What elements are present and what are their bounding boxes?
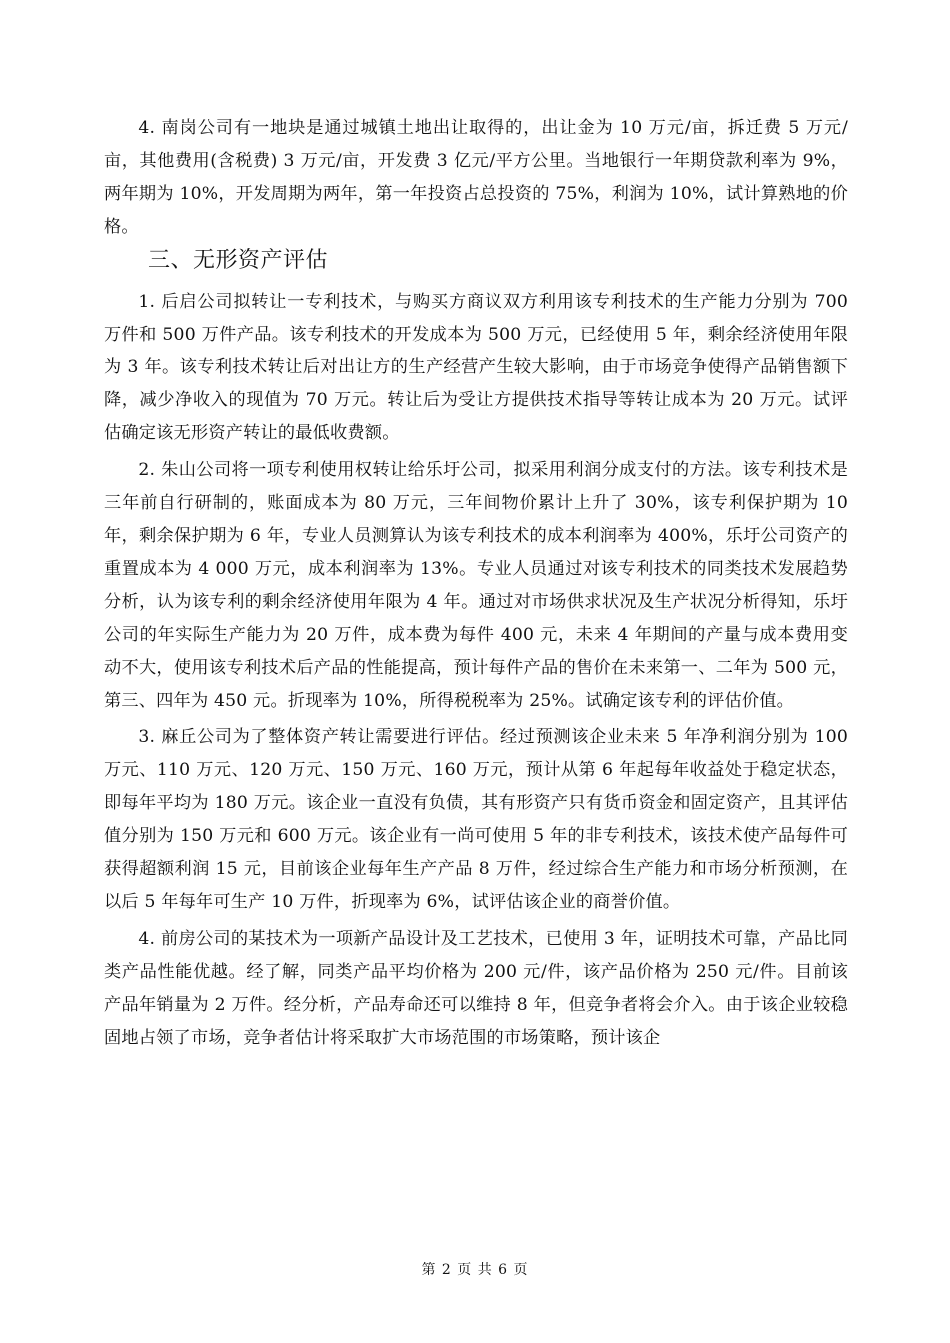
page-footer: 第 2 页 共 6 页 <box>421 1262 529 1278</box>
paragraph-land-valuation-q4: 4. 南岗公司有一地块是通过城镇土地出让取得的，出让金为 10 万元/亩，拆迁费 5 万元/亩，其他费用(含税费) 3 万元/亩，开发费 3 亿元/平方公里。当地银行一年期贷款利率为 9%，两年期为 10%，开发周期为两年，第一年投资占总投资的 75%，利润为 10%，试计算熟地的价格。 <box>104 118 848 237</box>
paragraph-intangible-q2: 2. 朱山公司将一项专利使用权转让给乐圩公司，拟采用利润分成支付的方法。该专利技术是三年前自行研制的，账面成本为 80 万元，三年间物价累计上升了 30%，该专利保护期为 10 年，剩余保护期为 6 年，专业人员测算认为该专利技术的成本利润率为 400%，乐圩公司资产的重置成本为 4 000 万元，成本利润率为 13%。专业人员通过对该专利技术的同类技术发展趋势分析，认为该专利的剩余经济使用年限为 4 年。通过对市场供求状况及生产状况分析得知，乐圩公司的年实际生产能力为 20 万件，成本费为每件 400 元，未来 4 年期间的产量与成本费用变动不大，使用该专利技术后产品的性能提高，预计每件产品的售价在未来第一、二年为 500 元，第三、四年为 450 元。折现率为 10%，所得税税率为 25%。试确定该专利的评估价值。 <box>104 460 848 711</box>
paragraph-intangible-q3: 3. 麻丘公司为了整体资产转让需要进行评估。经过预测该企业未来 5 年净利润分别为 100 万元、110 万元、120 万元、150 万元、160 万元，预计从第 6 年起每年收益处于稳定状态，即每年平均为 180 万元。该企业一直没有负债，其有形资产只有货币资金和固定资产，且其评估值分别为 150 万元和 600 万元。该企业有一尚可使用 5 年的非专利技术，该技术使产品每件可获得超额利润 15 元，目前该企业每年生产产品 8 万件，经过综合生产能力和市场分析预测，在以后 5 年每年可生产 10 万件，折现率为 6%，试评估该企业的商誉价值。 <box>104 727 848 912</box>
paragraph-intangible-q1: 1. 后启公司拟转让一专利技术，与购买方商议双方利用该专利技术的生产能力分别为 700 万件和 500 万件产品。该专利技术的开发成本为 500 万元，已经使用 5 年，剩余经济使用年限为 3 年。该专利技术转让后对出让方的生产经营产生较大影响，由于市场竞争使得产品销售额下降，减少净收入的现值为 70 万元。转让后为受让方提供技术指导等转让成本为 20 万元。试评估确定该无形资产转让的最低收费额。 <box>104 291 848 444</box>
section-heading-intangible-assets: 三、无形资产评估 <box>148 247 329 273</box>
document-body <box>104 112 848 1054</box>
paragraph-intangible-q4: 4. 前房公司的某技术为一项新产品设计及工艺技术，已使用 3 年，证明技术可靠，产品比同类产品性能优越。经了解，同类产品平均价格为 200 元/件，该产品价格为 250 元/件。目前该产品年销量为 2 万件。经分析，产品寿命还可以维持 8 年，但竞争者将会介入。由于该企业较稳固地占领了市场，竞争者估计将采取扩大市场范围的市场策略，预计该企 <box>104 928 848 1048</box>
